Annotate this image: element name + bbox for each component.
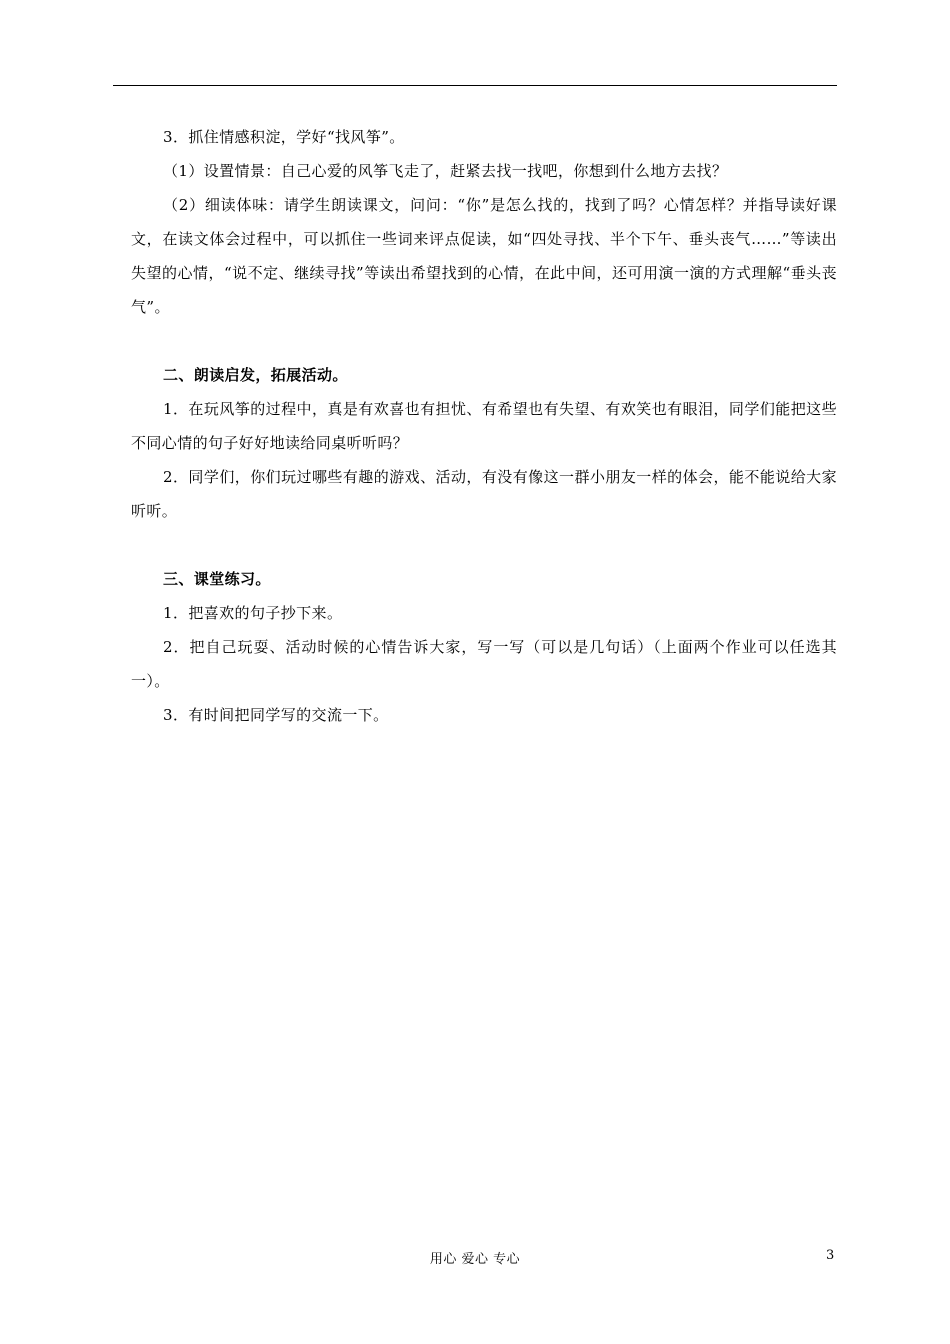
header-rule [113,85,837,86]
section3-item-3: 3．有时间把同学写的交流一下。 [163,706,389,724]
paragraph-scenario: （1）设置情景：自己心爱的风筝飞走了，赶紧去找一找吧，你想到什么地方去找？ [163,162,728,180]
footer-text: 用心 爱心 专心 [429,1252,521,1267]
section3-item-1: 1．把喜欢的句子抄下来。 [163,604,343,622]
document-body [131,120,837,732]
section-heading-practice: 三、课堂练习。 [163,570,271,588]
spacer [131,324,837,358]
section2-item-1: 1．在玩风筝的过程中，真是有欢喜也有担忧、有希望也有失望、有欢笑也有眼泪，同学们能把这些不同心情的句子好好地读给同桌听听吗？ [131,400,837,452]
section3-item-2: 2．把自己玩耍、活动时候的心情告诉大家，写一写（可以是几句话）（上面两个作业可以任选其一）。 [131,638,837,690]
spacer [131,528,837,562]
paragraph-close-reading: （2）细读体味：请学生朗读课文，问问：“你”是怎么找的，找到了吗？心情怎样？并指导读好课文，在读文体会过程中，可以抓住一些词来评点促读，如“四处寻找、半个下午、垂头丧气……”等读出失望的心情，“说不定、继续寻找”等读出希望找到的心情，在此中间，还可用演一演的方式理解“垂头丧气”。 [131,196,837,316]
paragraph-item-3: 3．抓住情感积淀，学好“找风筝”。 [163,128,405,146]
section-heading-reading: 二、朗读启发，拓展活动。 [163,366,348,384]
section2-item-2: 2．同学们，你们玩过哪些有趣的游戏、活动，有没有像这一群小朋友一样的体会，能不能说给大家听听。 [131,468,837,520]
page-number: 3 [826,1248,835,1263]
